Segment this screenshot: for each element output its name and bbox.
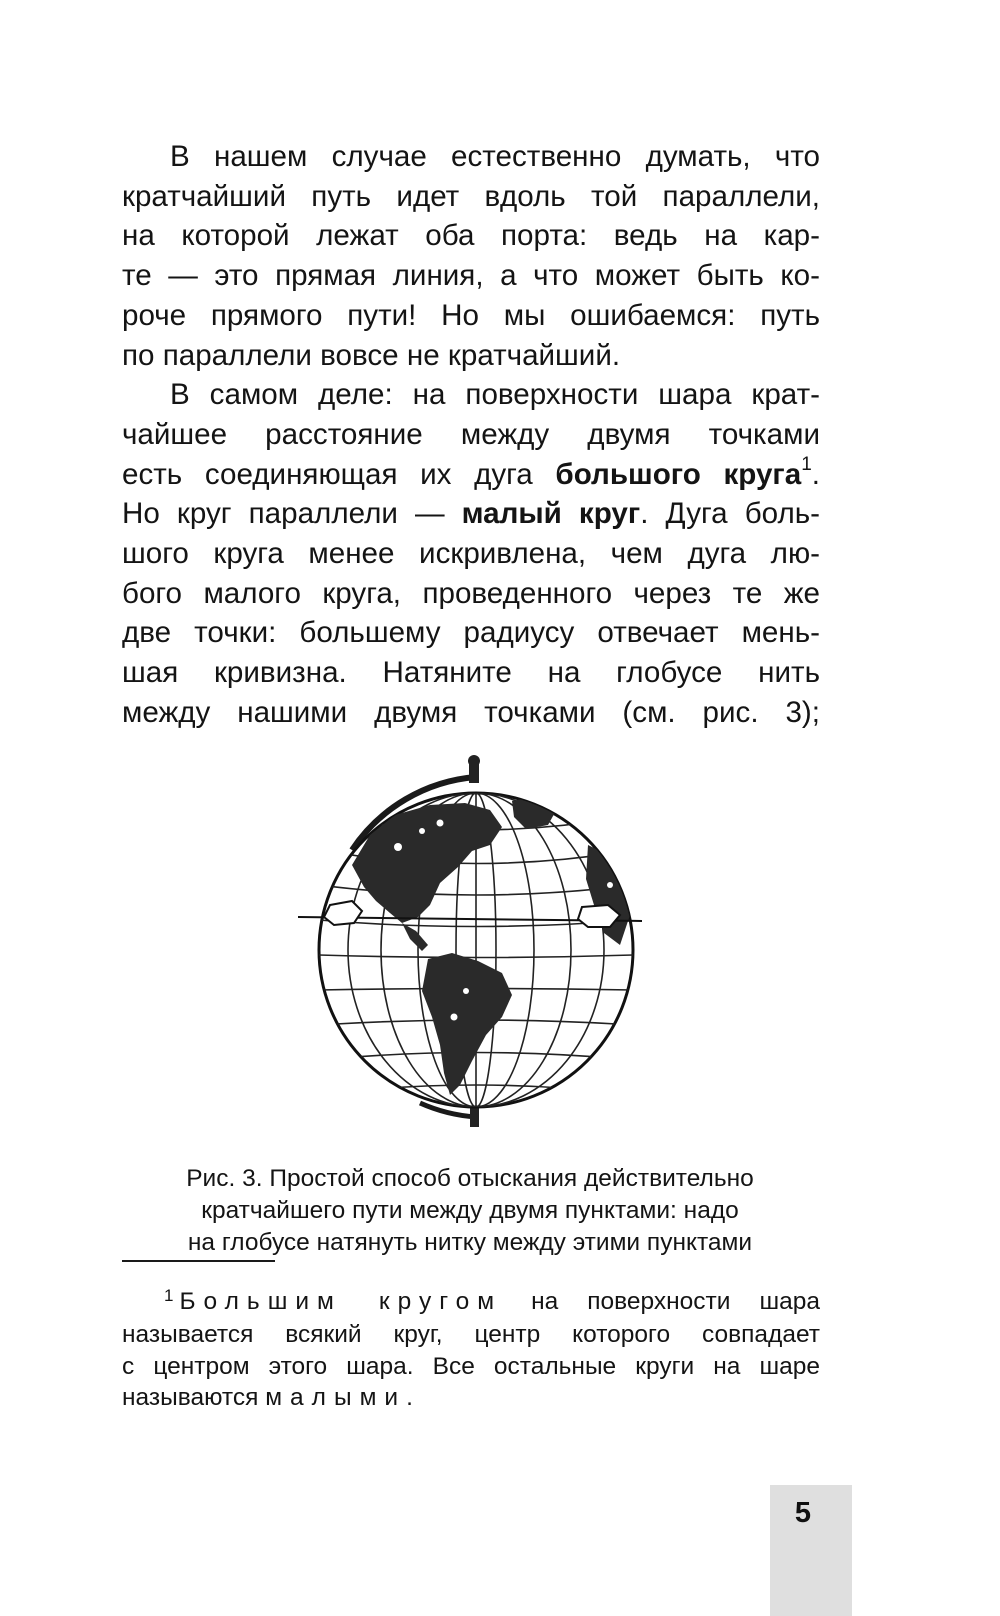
paragraph-2-line: две точки: большему радиусу отвечает мень- [122,616,820,650]
text-run: . [811,457,820,491]
text-run: есть соединяющая их дуга [122,457,556,491]
paragraph-1-line: на которой лежат оба порта: ведь на кар- [122,219,820,253]
paragraph-2-line: В самом деле: на поверхности шара крат- [170,378,820,412]
paragraph-2-line: шого круга менее искривлена, чем дуга лю- [122,537,820,571]
globe-illustration [290,755,650,1155]
globe-figure [290,755,650,1155]
paragraph-2-line [122,494,820,534]
figure-caption [130,1163,810,1259]
footnote-divider [122,1260,275,1262]
paragraph-1-line: по параллели вовсе не кратчайший. [122,338,621,372]
caption-line: на глобусе натянуть нитку между этими пунктами [187,1229,753,1256]
footnote-line [122,1382,820,1413]
paragraph-2-line: шая кривизна. Натяните на глобусе нить [122,656,820,690]
footnote [122,1286,820,1413]
bold-term-small-circle: малый круг [461,497,641,531]
page-number: 5 [794,1497,812,1529]
text-run: . Дуга боль- [640,497,820,531]
text-run: . [406,1383,413,1411]
paragraph-2-line: бого малого круга, проведенного через те же [122,576,820,610]
paragraph-2-line: чайшее расстояние между двумя точками [122,417,820,451]
main-text [122,137,820,733]
south-pin [470,1107,479,1127]
text-run: на поверхности шара [502,1288,821,1315]
bold-term-big-circle: большого круга [555,457,802,491]
paragraph-1-line: роче прямого пути! Но мы ошибаемся: путь [122,298,820,332]
paragraph-2-line [122,455,820,495]
paragraph-1-line: кратчайший путь идет вдоль той параллели, [122,179,820,213]
paragraph-2-line: между нашими двумя точками (см. рис. 3); [122,695,820,729]
footnote-term-small: малыми [265,1383,407,1411]
paragraph-1-line: те — это прямая линия, а что может быть ко- [122,259,820,293]
footnote-line [122,1286,820,1319]
text-run: называются [122,1383,266,1411]
text-run: Но круг параллели — [122,497,462,531]
footnote-marker: 1 [164,1286,174,1305]
footnote-line: называется всякий круг, центр которого совпадает [122,1321,820,1349]
caption-line: Рис. 3. Простой способ отыскания действительно [186,1165,754,1192]
page-number-tab [770,1485,852,1616]
caption-line: кратчайшего пути между двумя пунктами: надо [201,1197,739,1224]
footnote-term: Большим кругом [179,1288,503,1315]
paragraph-1-line: В нашем случае естественно думать, что [170,140,820,173]
footnote-ref: 1 [801,453,812,475]
footnote-line: с центром этого шара. Все остальные круги на шаре [122,1352,820,1380]
